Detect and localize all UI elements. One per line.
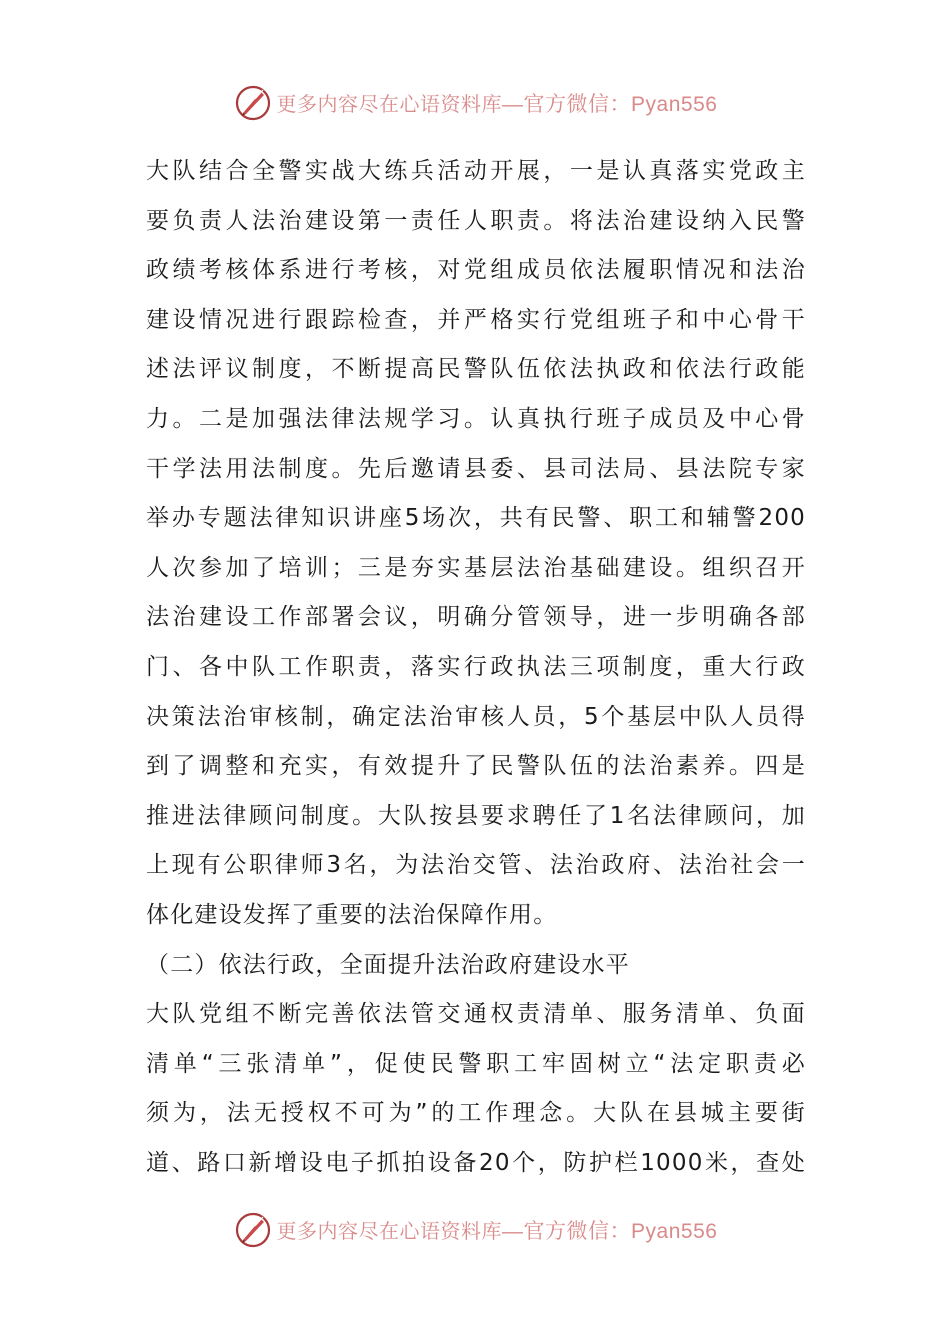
footer-banner-main: 更多内容尽在心语资料库: [276, 1219, 503, 1243]
text-line: 大队党组不断完善依法管交通权责清单、服务清单、负面: [146, 1001, 806, 1028]
quill-logo-icon: [233, 83, 273, 123]
header-banner-wechat: —官方微信：Pyan556: [502, 93, 718, 116]
text-line: 政绩考核体系进行考核，对党组成员依法履职情况和法治: [146, 257, 806, 284]
header-banner: [0, 83, 950, 123]
header-banner-main: 更多内容尽在心语资料库: [276, 92, 503, 116]
text-line: 建设情况进行跟踪检查，并严格实行党组班子和中心骨干: [146, 306, 806, 333]
section-heading: （二）依法行政，全面提升法治政府建设水平: [146, 951, 630, 978]
text-line: 体化建设发挥了重要的法治保障作用。: [146, 901, 558, 928]
text-line: 上现有公职律师3名，为法治交管、法治政府、法治社会一: [146, 852, 806, 879]
text-line: 推进法律顾问制度。大队按县要求聘任了1名法律顾问，加: [146, 802, 806, 829]
text-line: 大队结合全警实战大练兵活动开展，一是认真落实党政主: [146, 158, 806, 184]
header-banner-text: [277, 88, 718, 118]
text-line: 决策法治审核制，确定法治审核人员，5个基层中队人员得: [146, 703, 806, 730]
text-line: 干学法用法制度。先后邀请县委、县司法局、县法院专家: [146, 455, 806, 482]
text-line: 到了调整和充实，有效提升了民警队伍的法治素养。四是: [146, 753, 806, 780]
text-line: 力。二是加强法律法规学习。认真执行班子成员及中心骨: [146, 405, 806, 432]
footer-banner-text: [277, 1215, 718, 1245]
quill-logo-icon: [233, 1210, 273, 1250]
text-line: 要负责人法治建设第一责任人职责。将法治建设纳入民警: [146, 207, 806, 234]
text-line: 述法评议制度，不断提高民警队伍依法执政和依法行政能: [146, 356, 806, 383]
text-line: 人次参加了培训；三是夯实基层法治基础建设。组织召开: [146, 554, 806, 581]
footer-banner: [0, 1210, 950, 1250]
text-line: 须为，法无授权不可为”的工作理念。大队在县城主要街: [146, 1100, 806, 1127]
document-body: [146, 147, 806, 1188]
footer-banner-wechat: —官方微信：Pyan556: [502, 1220, 718, 1243]
text-line: 举办专题法律知识讲座5场次，共有民警、职工和辅警200: [146, 505, 806, 532]
text-line: 门、各中队工作职责，落实行政执法三项制度，重大行政: [146, 653, 806, 680]
text-line: 法治建设工作部署会议，明确分管领导，进一步明确各部: [146, 604, 806, 631]
text-line: 清单“三张清单”，促使民警职工牢固树立“法定职责必: [146, 1050, 806, 1077]
text-line: 道、路口新增设电子抓拍设备20个，防护栏1000米，查处: [146, 1149, 806, 1176]
